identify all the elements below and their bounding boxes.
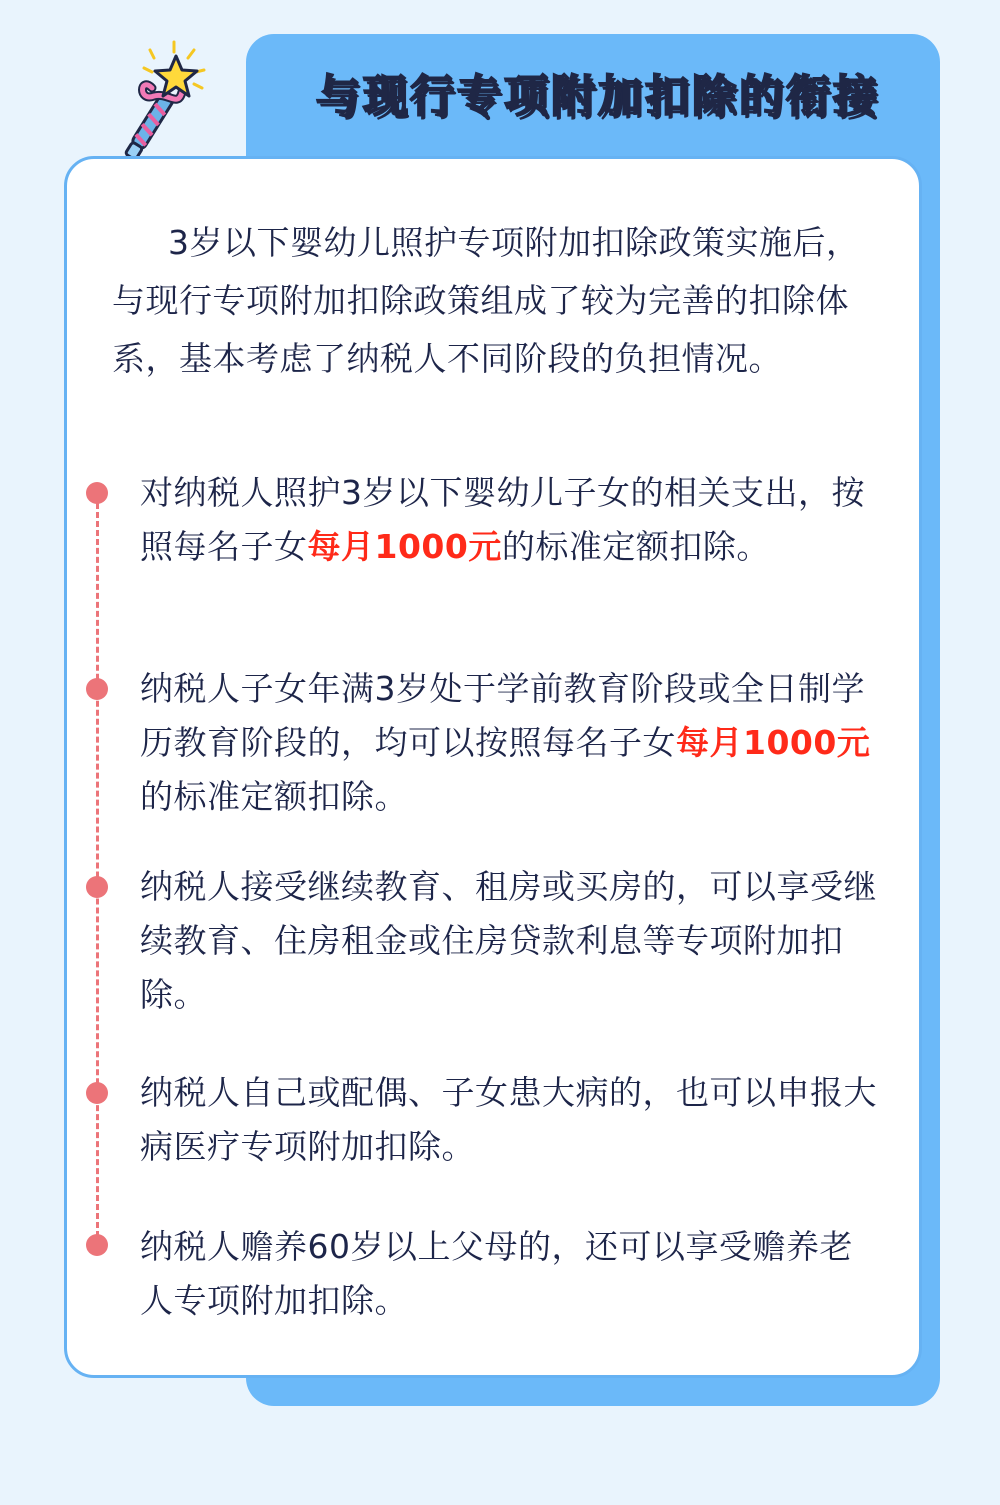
bullet-dot [86,678,108,700]
highlight-amount: 每月1000元 [307,527,502,566]
magic-wand-star-icon [92,36,222,160]
list-item: 对纳税人照护3岁以下婴幼儿子女的相关支出，按照每名子女每月1000元的标准定额扣除。 [140,473,865,566]
bullet-dot [86,1082,108,1104]
bullet-dot [86,1234,108,1256]
bullet-dot [86,876,108,898]
timeline-dashed-line [96,494,99,1246]
list-item: 纳税人赡养60岁以上父母的，还可以享受赡养老人专项附加扣除。 [140,1227,853,1320]
list-item: 纳税人自己或配偶、子女患大病的，也可以申报大病医疗专项附加扣除。 [140,1073,877,1166]
list-item: 纳税人子女年满3岁处于学前教育阶段或全日制学历教育阶段的，均可以按照每名子女每月1000元的标准定额扣除。 [140,669,871,816]
intro-paragraph: 3岁以下婴幼儿照护专项附加扣除政策实施后，与现行专项附加扣除政策组成了较为完善的扣除体系，基本考虑了纳税人不同阶段的负担情况。 [112,223,860,378]
bullet-dot [86,482,108,504]
page-title: 与现行专项附加扣除的衔接 [316,71,880,122]
highlight-amount: 每月1000元 [676,723,871,762]
list-item: 纳税人接受继续教育、租房或买房的，可以享受继续教育、住房租金或住房贷款利息等专项附加扣除。 [140,867,877,1014]
